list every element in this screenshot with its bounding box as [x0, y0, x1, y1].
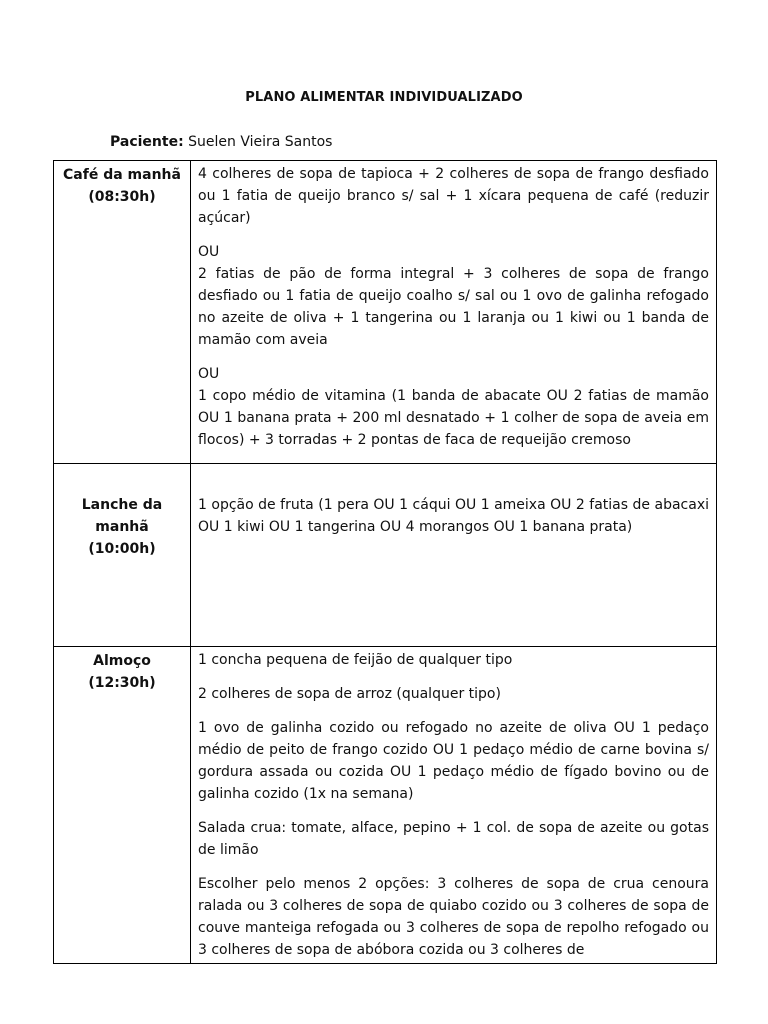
- meal-option: [198, 494, 709, 538]
- meal-content-cell: [191, 464, 717, 647]
- table-row: [54, 161, 717, 464]
- meal-option-text: 1 ovo de galinha cozido ou refogado no azeite de oliva OU 1 pedaço médio de peito de frango cozido OU 1 pedaço médio de carne bovina s/ gordura assada ou cozida OU 1 pedaço médio de fígado bovino ou de galinha cozido (1x na semana): [198, 720, 709, 802]
- meal-option: [198, 873, 709, 959]
- meal-option: [198, 163, 709, 229]
- meal-option-text: 1 opção de fruta (1 pera OU 1 cáqui OU 1 ameixa OU 2 fatias de abacaxi OU 1 kiwi OU 1 tangerina OU 4 morangos OU 1 banana prata): [198, 497, 709, 535]
- or-label: OU: [198, 244, 220, 260]
- meal-option-text: 2 colheres de sopa de arroz (qualquer tipo): [198, 686, 501, 702]
- patient-label: Paciente:: [110, 134, 184, 150]
- patient-name: Suelen Vieira Santos: [188, 134, 333, 150]
- meal-name: Café da manhã: [63, 167, 181, 183]
- meal-name-cell: [54, 464, 191, 647]
- meal-name: Almoço: [93, 653, 151, 669]
- meal-option: [198, 363, 709, 451]
- meal-plan-table: [53, 160, 717, 964]
- table-row: [54, 464, 717, 647]
- meal-time: (10:00h): [88, 541, 156, 557]
- meal-option-text: 1 concha pequena de feijão de qualquer tipo: [198, 652, 513, 668]
- meal-content-cell: [191, 647, 717, 964]
- meal-option: [198, 241, 709, 351]
- meal-option: [198, 717, 709, 805]
- meal-name: Lanche da manhã: [81, 497, 163, 535]
- patient-line: [110, 134, 332, 150]
- meal-name-cell: [54, 161, 191, 464]
- meal-content-cell: [191, 161, 717, 464]
- meal-option: [198, 649, 709, 671]
- meal-option: [198, 817, 709, 861]
- or-label: OU: [198, 366, 220, 382]
- meal-content-clip: [198, 649, 709, 959]
- meal-option-text: 2 fatias de pão de forma integral + 3 colheres de sopa de frango desfiado ou 1 fatia de queijo coalho s/ sal ou 1 ovo de galinha refogado no azeite de oliva + 1 tangerina ou 1 laranja ou 1 kiwi ou 1 banda de mamão com aveia: [198, 266, 709, 348]
- meal-option-text: Salada crua: tomate, alface, pepino + 1 col. de sopa de azeite ou gotas de limão: [198, 820, 709, 858]
- meal-option: [198, 683, 709, 705]
- meal-time: (12:30h): [88, 675, 156, 691]
- meal-option-text: 1 copo médio de vitamina (1 banda de abacate OU 2 fatias de mamão OU 1 banana prata + 200 ml desnatado + 1 colher de sopa de aveia em flocos) + 3 torradas + 2 pontas de faca de requeijão cremoso: [198, 388, 709, 448]
- meal-option-text: Escolher pelo menos 2 opções: 3 colheres de sopa de crua cenoura ralada ou 3 colheres de sopa de quiabo cozido ou 3 colheres de sopa de couve manteiga refogada ou 3 colheres de sopa de repolho refogado ou 3 colheres de sopa de abóbora cozida ou 3 colheres de: [198, 876, 709, 958]
- meal-time: (08:30h): [88, 189, 156, 205]
- meal-name-cell: [54, 647, 191, 964]
- document-title: PLANO ALIMENTAR INDIVIDUALIZADO: [245, 90, 523, 105]
- table-row: [54, 647, 717, 964]
- meal-option-text: 4 colheres de sopa de tapioca + 2 colheres de sopa de frango desfiado ou 1 fatia de queijo branco s/ sal + 1 xícara pequena de café (reduzir açúcar): [198, 166, 709, 226]
